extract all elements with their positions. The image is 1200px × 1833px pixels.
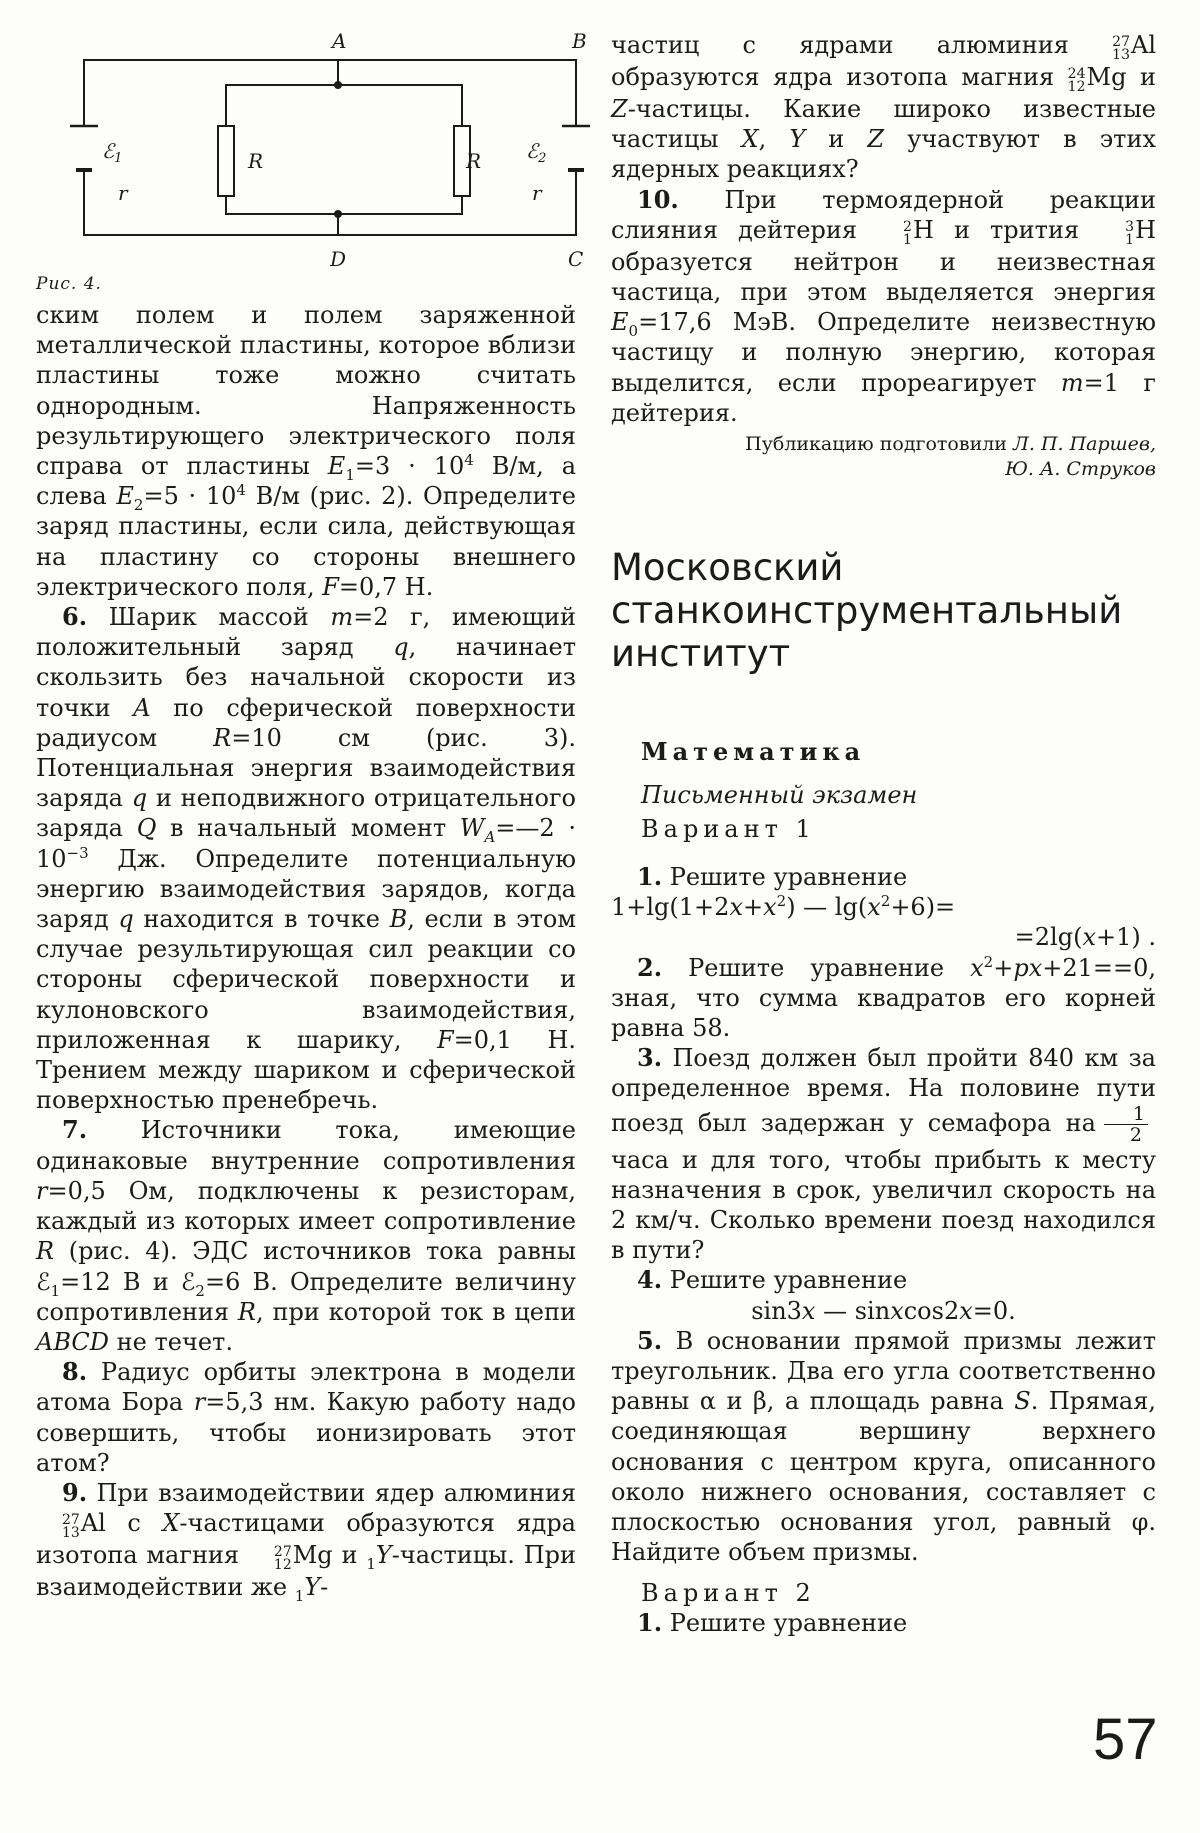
deuterium-index: 2 1 xyxy=(903,218,912,248)
institute-heading: Московский станкоинструментальный институт xyxy=(611,546,1123,676)
math-problem-1-equation-line2: =2lg(x+1) . xyxy=(1014,923,1156,952)
al-nuclide-index: 27 13 xyxy=(62,1512,80,1542)
page-number: 57 xyxy=(1093,1707,1158,1772)
right-column xyxy=(611,30,1156,1638)
math-problem-5: 5. В основании прямой призмы лежит треугольник. Два его угла соответственно равны α и β, а площадь равна S. Прямая, соединяющая вершину верхнего основания с центром круга, описанного около нижнего основания, составляет с плоскостью основания угол, равный φ. Найдите объем призмы. xyxy=(611,1325,1157,1567)
mg-nuclide-index: 27 12 xyxy=(273,1544,292,1574)
problem-10: 10. При термоядерной реакции слияния дейтерия 2 1 H и трития 3 1 H образуется нейтрон и неизвестная частица, при этом выделяется энергия $E_0=17,6$ МэВ. Определите неизвестную частицу и полную энергию, которая выделится, если прореагирует m=1 г дейтерия. xyxy=(611,184,1157,427)
label-resistor-right: R xyxy=(466,149,482,173)
node-a-dot xyxy=(334,81,342,89)
mg-nuclide-index-2: 24 12 xyxy=(1067,66,1086,95)
left-column xyxy=(36,30,587,1605)
subject-title: Математика xyxy=(641,737,866,767)
problem-7: 7. Источники тока, имеющие одинаковые внутренние сопротивления r=0,5 Ом, подключены к резисторам, каждый из которых имеет сопротивление R (рис. 4). ЭДС источников тока равны ℰ$_1$=12 В и ℰ$_2$=6 В. Определите величину сопротивления R, при которой ток в цепи ABCD не течет. xyxy=(36,1115,576,1356)
exam-title: Письменный экзамен xyxy=(641,781,918,810)
variant-2-problem-1: 1. Решите уравнение xyxy=(637,1607,908,1637)
fraction-one-half: $\frac{1}{2}$ xyxy=(1104,1104,1148,1145)
outer-wire-top xyxy=(84,60,576,126)
variant-2-title: Вариант 2 xyxy=(641,1578,816,1607)
math-problem-2: 2. Решите уравнение $x^2+px+21==0$, зная, что сумма квадратов его корней равна 58. xyxy=(611,952,1156,1043)
math-problem-1: 1. Решите уравнение xyxy=(637,862,908,892)
label-emf1: ℰ$_1$ xyxy=(102,139,123,166)
problem-9-part1: 9. При взаимодействии ядер алюминия 27 13 Al с X-частицами образуются ядра изотопа магния 27 12 Mg и $_1$Y-частицы. При взаимодействии же $_1$Y- xyxy=(36,1477,576,1605)
problem-9-part2: частиц с ядрами алюминия 27 13 Al образуются ядра изотопа магния 24 12 Mg и Z-частицы. Какие широко известные частицы X, Y и Z участвуют в этих ядерных реакциях? xyxy=(611,31,1157,184)
figure-caption: Рис. 4. xyxy=(36,274,102,294)
circuit-diagram xyxy=(30,30,590,300)
label-resistor-left: R xyxy=(248,149,264,173)
math-problem-4: 4. Решите уравнение xyxy=(637,1265,908,1295)
circuit-figure xyxy=(30,30,590,300)
label-emf2: ℰ$_2$ xyxy=(526,139,547,166)
tritium-index: 3 1 xyxy=(1125,218,1135,248)
label-c: C xyxy=(568,247,584,271)
problem-6: 6. Шарик массой m=2 г, имеющий положительный заряд q, начинает скользить без начальной скорости из точки A по сферической поверхности радиусом R=10 см (рис. 3). Потенциальная энергия взаимодействия заряда q и неподвижного отрицательного заряда Q в начальный момент $W_A=—2 \cdot 10^{-3}$ Дж. Определите потенциальную энергию взаимодействия зарядов, когда заряд q находится в точке B, если в этом случае результирующая сил реакции со стороны сферической поверхности и кулоновского взаимодействия, приложенная к шарику, F=0,1 Н. Трением между шариком и сферической поверхностью пренебречь. xyxy=(36,602,577,1115)
math-problem-1-equation-line1: $1+\lg(1+2x+x^2)$ — $\lg(x^2+6)=$ xyxy=(611,892,956,922)
label-r2: r xyxy=(532,181,542,205)
math-problem-3: 3. Поезд должен был пройти 840 км за определенное время. На половине пути поезд был задержан у семафора на $\frac{1}{2}$ часа и для того, чтобы прибыть к месту назначения в срок, увеличил скорость на 2 км/ч. Сколько времени поезд находился в пути? xyxy=(611,1043,1156,1265)
label-b: B xyxy=(572,30,587,53)
label-a: A xyxy=(332,30,347,53)
problem-8: 8. Радиус орбиты электрона в модели атома Бора r=5,3 нм. Какую работу надо совершить, чтобы ионизировать этот атом? xyxy=(36,1357,577,1477)
outer-wire-bottom xyxy=(84,170,576,235)
node-d-dot xyxy=(334,210,342,218)
problem-5-continuation: ским полем и полем заряженной металлической пластины, которое вблизи пластины тоже можно считать однородным. Напряженность результирующего электрического поля справа от пластины $E_1=3 \cdot 10^4$ В/м, а слева $E_2=5 \cdot 10^4$ В/м (рис. 2). Определите заряд пластины, если сила, действующая на пластину со стороны внешнего электрического поля, F=0,7 Н. xyxy=(36,301,577,601)
resistor-left-shape xyxy=(218,126,234,196)
al-nuclide-index-2: 27 13 xyxy=(1112,34,1130,63)
variant-1-title: Вариант 1 xyxy=(641,815,816,844)
label-d: D xyxy=(330,247,347,271)
label-r1: r xyxy=(118,181,128,205)
math-problem-4-equation: sin3x — sinxcos2x=0. xyxy=(751,1296,1016,1325)
credits: Публикацию подготовили Л. П. Паршев, Ю. А. Струков xyxy=(745,433,1156,481)
